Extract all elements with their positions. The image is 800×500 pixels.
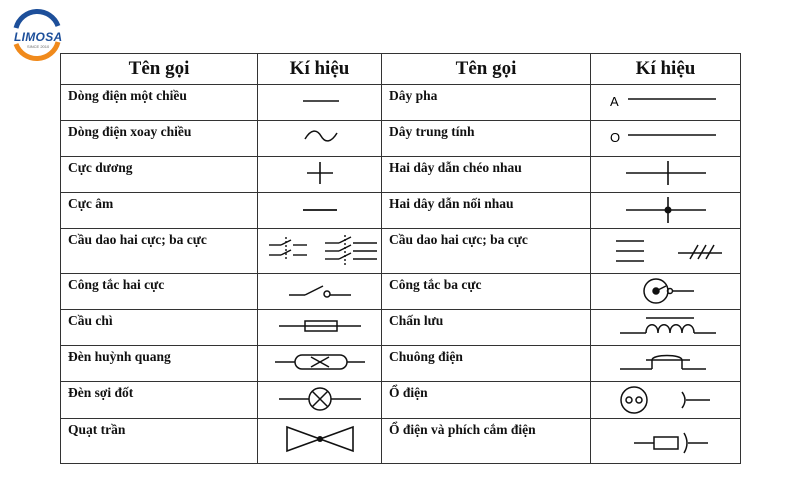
logo-brand: LIMOSA bbox=[14, 30, 63, 44]
multi-pole-line-symbol bbox=[591, 229, 741, 274]
ceiling-fan-symbol bbox=[258, 419, 382, 464]
table-row bbox=[61, 157, 741, 193]
header-symbol-left: Kí hiệu bbox=[258, 54, 382, 85]
cell-name-left: Đèn huỳnh quang bbox=[61, 346, 258, 382]
electric-bell-symbol bbox=[591, 346, 741, 382]
direct-current-symbol bbox=[258, 85, 382, 121]
fuse-symbol bbox=[258, 310, 382, 346]
ballast-symbol bbox=[591, 310, 741, 346]
table-row bbox=[61, 274, 741, 310]
limosa-logo bbox=[8, 6, 66, 64]
table-row bbox=[61, 229, 741, 274]
knife-switch-symbol bbox=[258, 229, 382, 274]
socket-symbol bbox=[591, 382, 741, 419]
table-row bbox=[61, 382, 741, 419]
cell-name-left: Đèn sợi đốt bbox=[61, 382, 258, 419]
two-way-switch-symbol bbox=[258, 274, 382, 310]
cell-name-right: Dây pha bbox=[382, 85, 591, 121]
socket-and-plug-symbol bbox=[591, 419, 741, 464]
positive-pole-symbol bbox=[258, 157, 382, 193]
symbol-table bbox=[60, 53, 741, 464]
header-name-right: Tên gọi bbox=[382, 54, 591, 85]
cell-name-left: Dòng điện xoay chiều bbox=[61, 121, 258, 157]
cell-name-left: Cực dương bbox=[61, 157, 258, 193]
cell-name-left: Cực âm bbox=[61, 193, 258, 229]
cell-name-left: Cầu chì bbox=[61, 310, 258, 346]
cell-name-right: Công tắc ba cực bbox=[382, 274, 591, 310]
neutral-letter: O bbox=[610, 130, 621, 145]
neutral-wire-symbol bbox=[591, 121, 741, 157]
crossing-wires-symbol bbox=[591, 157, 741, 193]
cell-name-right: Ổ điện và phích cắm điện bbox=[382, 419, 591, 464]
cell-name-right: Chuông điện bbox=[382, 346, 591, 382]
phase-letter: A bbox=[610, 94, 619, 109]
header-symbol-right: Kí hiệu bbox=[591, 54, 741, 85]
phase-wire-symbol bbox=[591, 85, 741, 121]
cell-name-right: Hai dây dẫn chéo nhau bbox=[382, 157, 591, 193]
table-row bbox=[61, 85, 741, 121]
logo-tagline: SINCE 2010 bbox=[27, 44, 50, 49]
table-row bbox=[61, 346, 741, 382]
table-row bbox=[61, 121, 741, 157]
table-row bbox=[61, 419, 741, 464]
table-row bbox=[61, 310, 741, 346]
table-row bbox=[61, 193, 741, 229]
three-pole-switch-symbol bbox=[591, 274, 741, 310]
cell-name-right: Hai dây dẫn nối nhau bbox=[382, 193, 591, 229]
negative-pole-symbol bbox=[258, 193, 382, 229]
joined-wires-symbol bbox=[591, 193, 741, 229]
incandescent-lamp-symbol bbox=[258, 382, 382, 419]
cell-name-right: Dây trung tính bbox=[382, 121, 591, 157]
cell-name-right: Chấn lưu bbox=[382, 310, 591, 346]
cell-name-left: Công tắc hai cực bbox=[61, 274, 258, 310]
alternating-current-symbol bbox=[258, 121, 382, 157]
table-header-row bbox=[61, 54, 741, 85]
fluorescent-lamp-symbol bbox=[258, 346, 382, 382]
cell-name-left: Dòng điện một chiều bbox=[61, 85, 258, 121]
cell-name-right: Cầu dao hai cực; ba cực bbox=[382, 229, 591, 274]
header-name-left: Tên gọi bbox=[61, 54, 258, 85]
cell-name-left: Quạt trần bbox=[61, 419, 258, 464]
cell-name-right: Ổ điện bbox=[382, 382, 591, 419]
cell-name-left: Cầu dao hai cực; ba cực bbox=[61, 229, 258, 274]
